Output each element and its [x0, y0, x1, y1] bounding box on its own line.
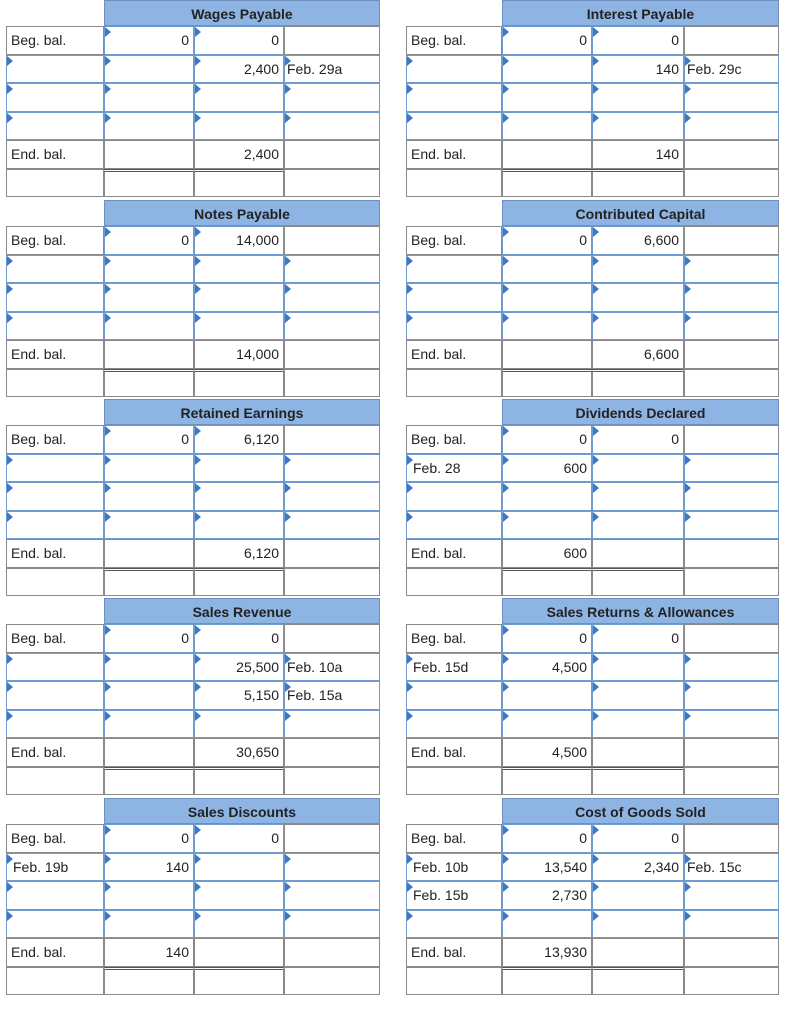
sales-returns-and-allowances-spacer-debit	[502, 767, 592, 795]
cost-of-goods-sold-beg-credit-input[interactable]: 0	[592, 824, 684, 853]
wages-payable-end-note	[284, 140, 380, 169]
sales-discounts-entry-credit-input[interactable]	[194, 881, 284, 910]
cost-of-goods-sold-entry-credit-input[interactable]	[592, 881, 684, 910]
wages-payable-spacer-note	[284, 169, 380, 197]
contributed-capital-spacer-credit	[592, 369, 684, 397]
sales-discounts-entry-date-select[interactable]: Feb. 19b	[6, 853, 104, 882]
sales-discounts-entry-credit-input[interactable]	[194, 910, 284, 939]
notes-payable-entry-date-select[interactable]	[6, 283, 104, 312]
wages-payable-title: Wages Payable	[104, 0, 380, 26]
dividends-declared-entry-note-select[interactable]	[684, 454, 779, 483]
sales-discounts-spacer-label	[6, 967, 104, 995]
wages-payable-end-debit-value	[104, 140, 194, 169]
wages-payable-beg-credit-input[interactable]: 0	[194, 26, 284, 55]
sales-discounts-entry-credit-input[interactable]	[194, 853, 284, 882]
wages-payable-end-credit-value: 2,400	[194, 140, 284, 169]
retained-earnings-beg-note	[284, 425, 380, 454]
interest-payable-entry-debit-input[interactable]	[502, 83, 592, 112]
notes-payable-entry-debit-input[interactable]	[104, 312, 194, 341]
sales-returns-and-allowances-entry-credit-input[interactable]	[592, 653, 684, 682]
sales-returns-and-allowances-entry-debit-input[interactable]	[502, 681, 592, 710]
notes-payable-spacer-note	[284, 369, 380, 397]
wages-payable-spacer-credit	[194, 169, 284, 197]
sales-revenue-entry-date-select[interactable]	[6, 653, 104, 682]
contributed-capital-entry-debit-input[interactable]	[502, 312, 592, 341]
dividends-declared-beg-debit-input[interactable]: 0	[502, 425, 592, 454]
wages-payable-entry-date-select[interactable]	[6, 55, 104, 84]
dividends-declared-entry-debit-input[interactable]	[502, 482, 592, 511]
sales-returns-and-allowances-entry-debit-input[interactable]	[502, 710, 592, 739]
wages-payable-entry-credit-input[interactable]	[194, 112, 284, 141]
cost-of-goods-sold-entry-note-select[interactable]: Feb. 15c	[684, 853, 779, 882]
sales-returns-and-allowances-entry-date-select[interactable]	[406, 681, 502, 710]
cost-of-goods-sold-title: Cost of Goods Sold	[502, 798, 779, 824]
contributed-capital-beg-credit-input[interactable]: 6,600	[592, 226, 684, 255]
wages-payable-entry-credit-input[interactable]	[194, 83, 284, 112]
dividends-declared-entry-date-select[interactable]	[406, 482, 502, 511]
notes-payable-beg-debit-input[interactable]: 0	[104, 226, 194, 255]
interest-payable-entry-date-select[interactable]	[406, 83, 502, 112]
sales-revenue-entry-note-select[interactable]: Feb. 10a	[284, 653, 380, 682]
retained-earnings-spacer-credit	[194, 568, 284, 596]
interest-payable-entry-note-select[interactable]	[684, 83, 779, 112]
wages-payable-beg-bal-label: Beg. bal.	[6, 26, 104, 55]
retained-earnings-entry-debit-input[interactable]	[104, 482, 194, 511]
sales-revenue-end-note	[284, 738, 380, 767]
retained-earnings-entry-debit-input[interactable]	[104, 454, 194, 483]
cost-of-goods-sold-end-credit-value	[592, 938, 684, 967]
notes-payable-entry-date-select[interactable]	[6, 312, 104, 341]
sales-revenue-entry-note-select[interactable]	[284, 710, 380, 739]
interest-payable-entry-credit-input[interactable]	[592, 83, 684, 112]
notes-payable-entry-note-select[interactable]	[284, 283, 380, 312]
dividends-declared-beg-bal-label: Beg. bal.	[406, 425, 502, 454]
contributed-capital-end-bal-label: End. bal.	[406, 340, 502, 369]
dividends-declared-entry-note-select[interactable]	[684, 482, 779, 511]
interest-payable-entry-debit-input[interactable]	[502, 55, 592, 84]
notes-payable-entry-credit-input[interactable]	[194, 312, 284, 341]
cost-of-goods-sold-entry-date-select[interactable]	[406, 910, 502, 939]
retained-earnings-entry-credit-input[interactable]	[194, 454, 284, 483]
notes-payable-entry-credit-input[interactable]	[194, 283, 284, 312]
contributed-capital-entry-debit-input[interactable]	[502, 255, 592, 284]
sales-discounts-beg-note	[284, 824, 380, 853]
cost-of-goods-sold-beg-debit-input[interactable]: 0	[502, 824, 592, 853]
interest-payable-entry-note-select[interactable]	[684, 112, 779, 141]
dividends-declared-spacer-credit	[592, 568, 684, 596]
cost-of-goods-sold-entry-date-select[interactable]: Feb. 15b	[406, 881, 502, 910]
wages-payable-beg-note	[284, 26, 380, 55]
sales-returns-and-allowances-entry-credit-input[interactable]	[592, 710, 684, 739]
sales-discounts-end-bal-label: End. bal.	[6, 938, 104, 967]
cost-of-goods-sold-spacer-label	[406, 967, 502, 995]
sales-discounts-beg-debit-input[interactable]: 0	[104, 824, 194, 853]
contributed-capital-entry-credit-input[interactable]	[592, 312, 684, 341]
retained-earnings-end-debit-value	[104, 539, 194, 568]
sales-discounts-entry-debit-input[interactable]	[104, 881, 194, 910]
contributed-capital-beg-debit-input[interactable]: 0	[502, 226, 592, 255]
contributed-capital-entry-debit-input[interactable]	[502, 283, 592, 312]
retained-earnings-entry-date-select[interactable]	[6, 482, 104, 511]
sales-returns-and-allowances-title: Sales Returns & Allowances	[502, 598, 779, 624]
retained-earnings-entry-date-select[interactable]	[6, 511, 104, 540]
sales-discounts-beg-bal-label: Beg. bal.	[6, 824, 104, 853]
interest-payable-title: Interest Payable	[502, 0, 779, 26]
notes-payable-spacer-debit	[104, 369, 194, 397]
sales-returns-and-allowances-beg-credit-input[interactable]: 0	[592, 624, 684, 653]
sales-revenue-beg-credit-input[interactable]: 0	[194, 624, 284, 653]
dividends-declared-beg-credit-input[interactable]: 0	[592, 425, 684, 454]
contributed-capital-end-note	[684, 340, 779, 369]
contributed-capital-spacer-note	[684, 369, 779, 397]
sales-discounts-entry-note-select[interactable]	[284, 910, 380, 939]
cost-of-goods-sold-end-note	[684, 938, 779, 967]
interest-payable-entry-debit-input[interactable]	[502, 112, 592, 141]
sales-revenue-entry-debit-input[interactable]	[104, 710, 194, 739]
retained-earnings-beg-debit-input[interactable]: 0	[104, 425, 194, 454]
notes-payable-entry-note-select[interactable]	[284, 312, 380, 341]
retained-earnings-end-credit-value: 6,120	[194, 539, 284, 568]
dividends-declared-end-note	[684, 539, 779, 568]
sales-returns-and-allowances-entry-note-select[interactable]	[684, 710, 779, 739]
contributed-capital-entry-date-select[interactable]	[406, 255, 502, 284]
contributed-capital-end-credit-value: 6,600	[592, 340, 684, 369]
sales-discounts-entry-debit-input[interactable]	[104, 910, 194, 939]
sales-revenue-entry-date-select[interactable]	[6, 710, 104, 739]
contributed-capital-spacer-label	[406, 369, 502, 397]
interest-payable-spacer-debit	[502, 169, 592, 197]
sales-returns-and-allowances-beg-bal-label: Beg. bal.	[406, 624, 502, 653]
contributed-capital-spacer-debit	[502, 369, 592, 397]
dividends-declared-entry-credit-input[interactable]	[592, 511, 684, 540]
sales-returns-and-allowances-spacer-note	[684, 767, 779, 795]
sales-revenue-entry-debit-input[interactable]	[104, 653, 194, 682]
notes-payable-end-credit-value: 14,000	[194, 340, 284, 369]
dividends-declared-end-bal-label: End. bal.	[406, 539, 502, 568]
sales-revenue-end-bal-label: End. bal.	[6, 738, 104, 767]
cost-of-goods-sold-end-debit-value: 13,930	[502, 938, 592, 967]
sales-revenue-entry-note-select[interactable]: Feb. 15a	[284, 681, 380, 710]
notes-payable-beg-note	[284, 226, 380, 255]
interest-payable-entry-note-select[interactable]: Feb. 29c	[684, 55, 779, 84]
retained-earnings-entry-debit-input[interactable]	[104, 511, 194, 540]
wages-payable-entry-date-select[interactable]	[6, 83, 104, 112]
sales-discounts-entry-date-select[interactable]	[6, 910, 104, 939]
retained-earnings-entry-note-select[interactable]	[284, 454, 380, 483]
retained-earnings-beg-bal-label: Beg. bal.	[6, 425, 104, 454]
notes-payable-beg-credit-input[interactable]: 14,000	[194, 226, 284, 255]
contributed-capital-title: Contributed Capital	[502, 200, 779, 226]
sales-revenue-spacer-label	[6, 767, 104, 795]
wages-payable-entry-debit-input[interactable]	[104, 83, 194, 112]
sales-revenue-beg-bal-label: Beg. bal.	[6, 624, 104, 653]
sales-revenue-end-credit-value: 30,650	[194, 738, 284, 767]
sales-discounts-spacer-credit	[194, 967, 284, 995]
retained-earnings-entry-date-select[interactable]	[6, 454, 104, 483]
sales-returns-and-allowances-entry-note-select[interactable]	[684, 653, 779, 682]
sales-returns-and-allowances-beg-debit-input[interactable]: 0	[502, 624, 592, 653]
wages-payable-spacer-label	[6, 169, 104, 197]
notes-payable-entry-debit-input[interactable]	[104, 255, 194, 284]
contributed-capital-entry-note-select[interactable]	[684, 255, 779, 284]
retained-earnings-beg-credit-input[interactable]: 6,120	[194, 425, 284, 454]
sales-revenue-entry-credit-input[interactable]: 25,500	[194, 653, 284, 682]
interest-payable-entry-credit-input[interactable]: 140	[592, 55, 684, 84]
notes-payable-end-note	[284, 340, 380, 369]
dividends-declared-entry-credit-input[interactable]	[592, 482, 684, 511]
dividends-declared-spacer-note	[684, 568, 779, 596]
contributed-capital-entry-credit-input[interactable]	[592, 255, 684, 284]
cost-of-goods-sold-spacer-note	[684, 967, 779, 995]
dividends-declared-entry-date-select[interactable]	[406, 511, 502, 540]
wages-payable-entry-note-select[interactable]: Feb. 29a	[284, 55, 380, 84]
cost-of-goods-sold-beg-note	[684, 824, 779, 853]
cost-of-goods-sold-entry-credit-input[interactable]: 2,340	[592, 853, 684, 882]
sales-revenue-spacer-credit	[194, 767, 284, 795]
interest-payable-end-debit-value	[502, 140, 592, 169]
notes-payable-beg-bal-label: Beg. bal.	[6, 226, 104, 255]
sales-discounts-beg-credit-input[interactable]: 0	[194, 824, 284, 853]
sales-returns-and-allowances-spacer-label	[406, 767, 502, 795]
wages-payable-beg-debit-input[interactable]: 0	[104, 26, 194, 55]
sales-returns-and-allowances-entry-credit-input[interactable]	[592, 681, 684, 710]
cost-of-goods-sold-entry-note-select[interactable]	[684, 910, 779, 939]
cost-of-goods-sold-beg-bal-label: Beg. bal.	[406, 824, 502, 853]
dividends-declared-title: Dividends Declared	[502, 399, 779, 425]
sales-returns-and-allowances-end-debit-value: 4,500	[502, 738, 592, 767]
dividends-declared-entry-debit-input[interactable]: 600	[502, 454, 592, 483]
wages-payable-entry-credit-input[interactable]: 2,400	[194, 55, 284, 84]
retained-earnings-entry-credit-input[interactable]	[194, 482, 284, 511]
interest-payable-end-note	[684, 140, 779, 169]
interest-payable-entry-date-select[interactable]	[406, 55, 502, 84]
sales-revenue-entry-credit-input[interactable]: 5,150	[194, 681, 284, 710]
wages-payable-entry-note-select[interactable]	[284, 83, 380, 112]
retained-earnings-spacer-debit	[104, 568, 194, 596]
interest-payable-entry-credit-input[interactable]	[592, 112, 684, 141]
sales-revenue-entry-credit-input[interactable]	[194, 710, 284, 739]
retained-earnings-end-bal-label: End. bal.	[6, 539, 104, 568]
sales-revenue-title: Sales Revenue	[104, 598, 380, 624]
contributed-capital-entry-credit-input[interactable]	[592, 283, 684, 312]
notes-payable-entry-note-select[interactable]	[284, 255, 380, 284]
sales-returns-and-allowances-end-bal-label: End. bal.	[406, 738, 502, 767]
cost-of-goods-sold-entry-debit-input[interactable]: 13,540	[502, 853, 592, 882]
cost-of-goods-sold-spacer-debit	[502, 967, 592, 995]
sales-returns-and-allowances-end-credit-value	[592, 738, 684, 767]
dividends-declared-spacer-debit	[502, 568, 592, 596]
contributed-capital-entry-note-select[interactable]	[684, 283, 779, 312]
dividends-declared-end-credit-value	[592, 539, 684, 568]
sales-revenue-entry-date-select[interactable]	[6, 681, 104, 710]
cost-of-goods-sold-entry-credit-input[interactable]	[592, 910, 684, 939]
sales-discounts-end-note	[284, 938, 380, 967]
sales-returns-and-allowances-entry-note-select[interactable]	[684, 681, 779, 710]
sales-discounts-title: Sales Discounts	[104, 798, 380, 824]
interest-payable-beg-debit-input[interactable]: 0	[502, 26, 592, 55]
notes-payable-entry-date-select[interactable]	[6, 255, 104, 284]
sales-returns-and-allowances-spacer-credit	[592, 767, 684, 795]
contributed-capital-entry-note-select[interactable]	[684, 312, 779, 341]
sales-revenue-beg-debit-input[interactable]: 0	[104, 624, 194, 653]
wages-payable-end-bal-label: End. bal.	[6, 140, 104, 169]
notes-payable-end-bal-label: End. bal.	[6, 340, 104, 369]
interest-payable-entry-date-select[interactable]	[406, 112, 502, 141]
sales-discounts-spacer-debit	[104, 967, 194, 995]
dividends-declared-entry-credit-input[interactable]	[592, 454, 684, 483]
wages-payable-entry-date-select[interactable]	[6, 112, 104, 141]
contributed-capital-entry-date-select[interactable]	[406, 283, 502, 312]
cost-of-goods-sold-entry-debit-input[interactable]: 2,730	[502, 881, 592, 910]
contributed-capital-entry-date-select[interactable]	[406, 312, 502, 341]
sales-discounts-entry-date-select[interactable]	[6, 881, 104, 910]
cost-of-goods-sold-entry-date-select[interactable]: Feb. 10b	[406, 853, 502, 882]
sales-revenue-entry-debit-input[interactable]	[104, 681, 194, 710]
notes-payable-entry-credit-input[interactable]	[194, 255, 284, 284]
sales-discounts-end-debit-value: 140	[104, 938, 194, 967]
sales-returns-and-allowances-beg-note	[684, 624, 779, 653]
retained-earnings-end-note	[284, 539, 380, 568]
retained-earnings-title: Retained Earnings	[104, 399, 380, 425]
interest-payable-beg-bal-label: Beg. bal.	[406, 26, 502, 55]
interest-payable-beg-note	[684, 26, 779, 55]
sales-revenue-spacer-debit	[104, 767, 194, 795]
retained-earnings-entry-credit-input[interactable]	[194, 511, 284, 540]
dividends-declared-beg-note	[684, 425, 779, 454]
sales-returns-and-allowances-end-note	[684, 738, 779, 767]
interest-payable-beg-credit-input[interactable]: 0	[592, 26, 684, 55]
sales-returns-and-allowances-entry-date-select[interactable]	[406, 710, 502, 739]
sales-discounts-entry-note-select[interactable]	[284, 853, 380, 882]
dividends-declared-end-debit-value: 600	[502, 539, 592, 568]
retained-earnings-entry-note-select[interactable]	[284, 482, 380, 511]
cost-of-goods-sold-entry-debit-input[interactable]	[502, 910, 592, 939]
sales-revenue-beg-note	[284, 624, 380, 653]
wages-payable-entry-debit-input[interactable]	[104, 112, 194, 141]
sales-revenue-end-debit-value	[104, 738, 194, 767]
sales-revenue-spacer-note	[284, 767, 380, 795]
dividends-declared-entry-debit-input[interactable]	[502, 511, 592, 540]
sales-discounts-end-credit-value	[194, 938, 284, 967]
retained-earnings-entry-note-select[interactable]	[284, 511, 380, 540]
notes-payable-spacer-label	[6, 369, 104, 397]
contributed-capital-beg-note	[684, 226, 779, 255]
retained-earnings-spacer-label	[6, 568, 104, 596]
cost-of-goods-sold-entry-note-select[interactable]	[684, 881, 779, 910]
dividends-declared-spacer-label	[406, 568, 502, 596]
dividends-declared-entry-note-select[interactable]	[684, 511, 779, 540]
wages-payable-entry-note-select[interactable]	[284, 112, 380, 141]
cost-of-goods-sold-spacer-credit	[592, 967, 684, 995]
interest-payable-end-bal-label: End. bal.	[406, 140, 502, 169]
notes-payable-spacer-credit	[194, 369, 284, 397]
interest-payable-end-credit-value: 140	[592, 140, 684, 169]
wages-payable-spacer-debit	[104, 169, 194, 197]
contributed-capital-beg-bal-label: Beg. bal.	[406, 226, 502, 255]
sales-discounts-entry-debit-input[interactable]: 140	[104, 853, 194, 882]
retained-earnings-spacer-note	[284, 568, 380, 596]
interest-payable-spacer-label	[406, 169, 502, 197]
sales-discounts-entry-note-select[interactable]	[284, 881, 380, 910]
sales-returns-and-allowances-entry-debit-input[interactable]: 4,500	[502, 653, 592, 682]
cost-of-goods-sold-end-bal-label: End. bal.	[406, 938, 502, 967]
notes-payable-title: Notes Payable	[104, 200, 380, 226]
interest-payable-spacer-note	[684, 169, 779, 197]
dividends-declared-entry-date-select[interactable]: Feb. 28	[406, 454, 502, 483]
sales-returns-and-allowances-entry-date-select[interactable]: Feb. 15d	[406, 653, 502, 682]
sales-discounts-spacer-note	[284, 967, 380, 995]
notes-payable-entry-debit-input[interactable]	[104, 283, 194, 312]
interest-payable-spacer-credit	[592, 169, 684, 197]
wages-payable-entry-debit-input[interactable]	[104, 55, 194, 84]
contributed-capital-end-debit-value	[502, 340, 592, 369]
notes-payable-end-debit-value	[104, 340, 194, 369]
